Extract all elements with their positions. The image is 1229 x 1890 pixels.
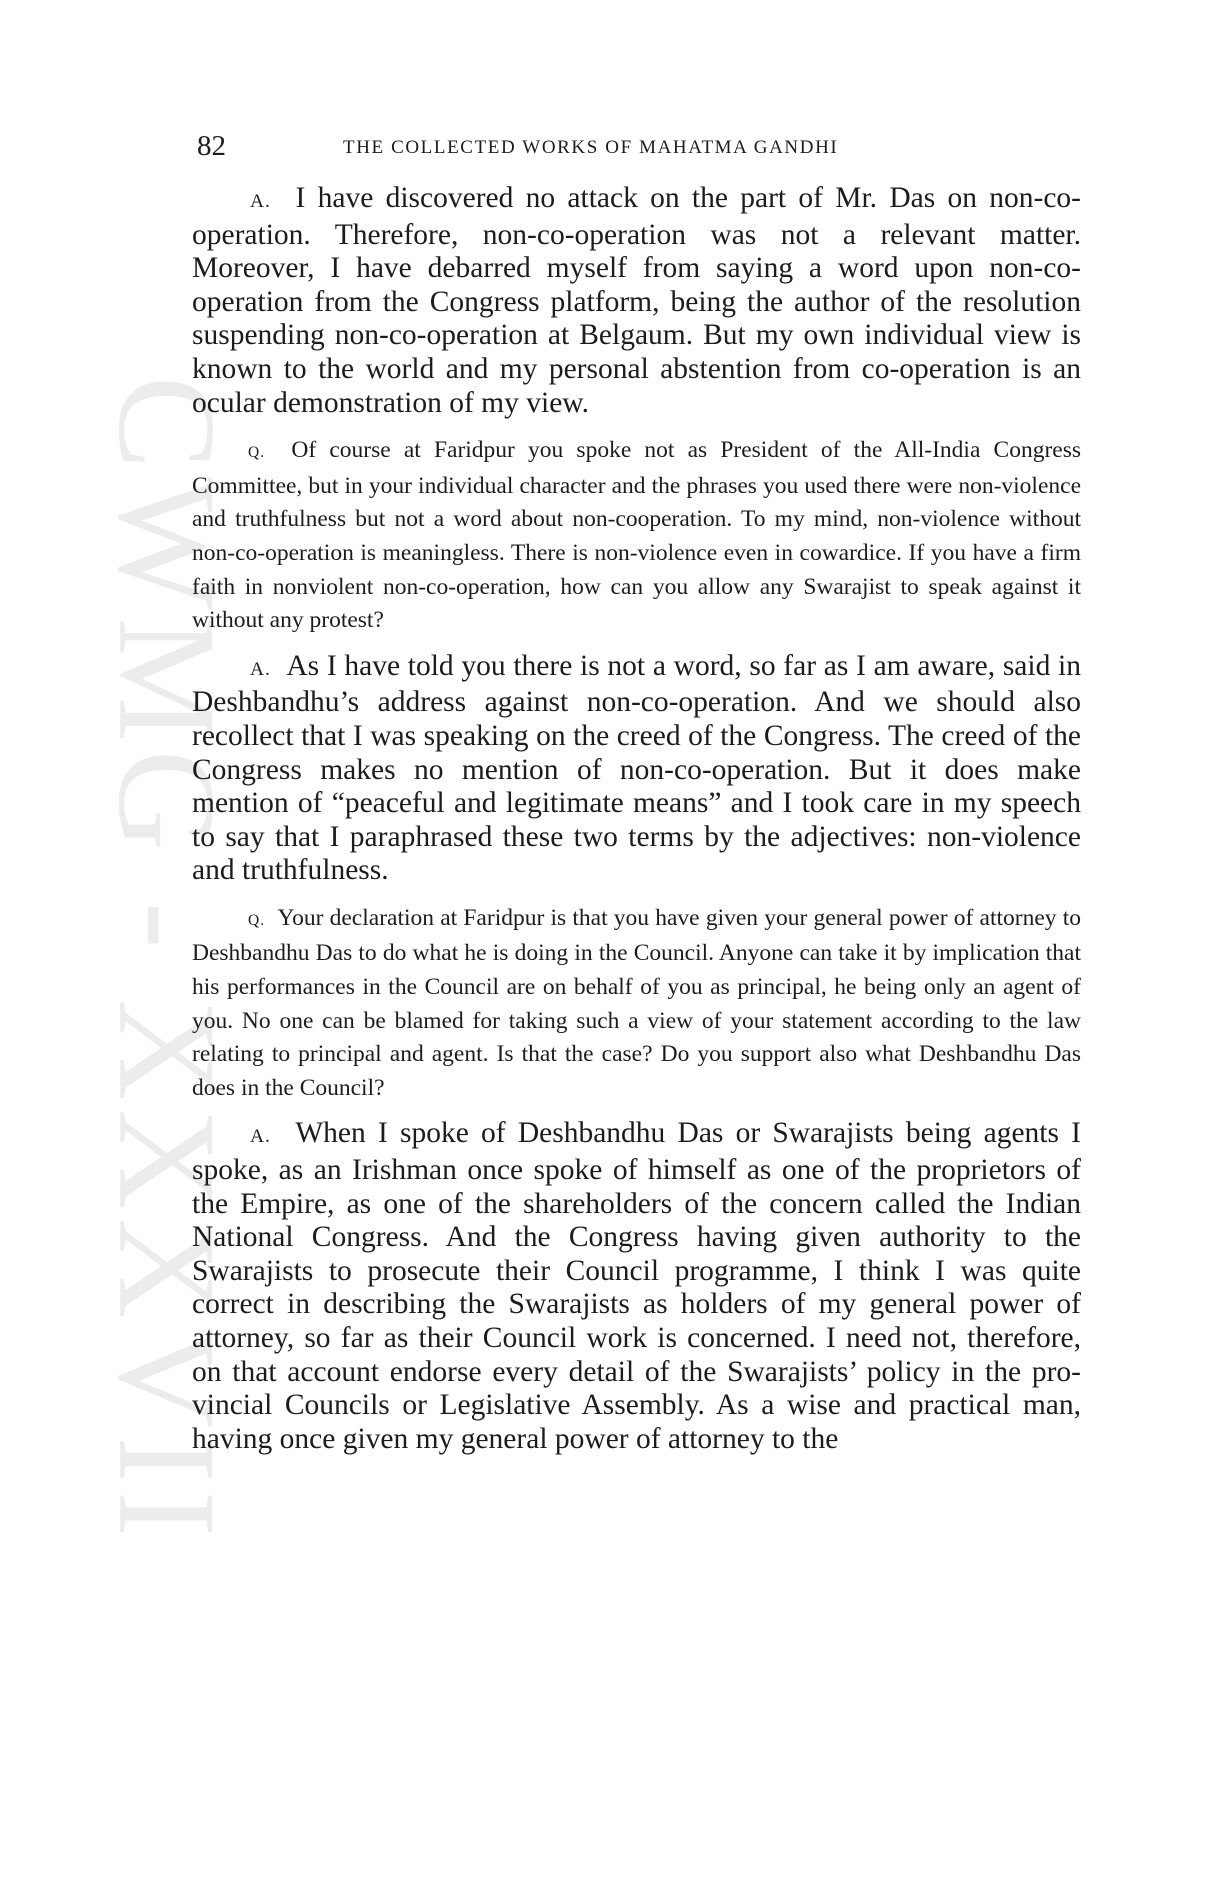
answer-text: I have discovered no attack on the part of Mr. Das on non-co-operation. Therefore, non-co-operation was not a relevant matter. Moreover, I have debarred myself from saying a word upon non-co-operation from the Congress platform, being the author of the resolution suspending non-co-operation at Belgaum. But my own individual view is known to the world and my personal abstention from co-operation is an ocular demonstration of my view. <box>192 182 1081 419</box>
page-body <box>192 182 1081 1456</box>
question-label: Q. <box>248 911 266 929</box>
answer-text: As I have told you there is not a word, so far as I am aware, said in Deshbandhu’s address against non-co-operation. And we should also recollect that I was speaking on the creed of the Congress. The creed of the Congress makes no mention of non-co-operation. But it does make mention of “peaceful and legitimate means” and I took care in my speech to say that I paraphrased these two terms by the adjectives: non-violence and truthfulness. <box>192 649 1081 887</box>
question-text: Your declaration at Faridpur is that you have given your general power of attorney to Deshbandhu Das to do what he is doing in the Council. Anyone can take it by implication that his performances in the Council are on behalf of you as principal, he being only an agent of you. No one can be blamed for taking such a view of your statement according to the law relating to principal and agent. Is that the case? Do you support also what Deshbandhu Das does in the Council? <box>192 904 1082 1101</box>
answer-label: A. <box>250 191 271 212</box>
answer-text: When I spoke of Deshbandhu Das or Swarajists being agents I spoke, as an Irishman once spoke of himself as one of the proprietors of the Empire, as one of the shareholders of the concern called the Indian National Congress. And the Congress having given authority to the Swarajists to prosecute their Council programme, I think I was quite correct in describing the Swarajists as holders of my general power of attorney, so far as their Council work is concerned. I need not, therefore, on that account endorse every detail of the Swarajists’ policy in the provincial Councils or Legislative Assembly. As a wise and practical man, having once given my general power of attorney to the <box>192 1117 1082 1455</box>
page-number: 82 <box>197 130 226 162</box>
watermark-text: CWMG - XXXVII <box>89 375 245 1545</box>
answer-paragraph <box>192 182 1081 420</box>
answer-paragraph <box>192 1117 1081 1456</box>
question-label: Q. <box>248 444 266 462</box>
question-text: Of course at Faridpur you spoke not as President of the All-India Congress Committee, but in your individual character and the phrases you used there were non-violence and truthfulness but not a word about non-cooperation. To my mind, non-violence without non-co-operation is meaningless. There is non-violence even in cowardice. If you have a firm faith in nonviolent non-co-operation, how can you allow any Swarajist to speak against it without any protest? <box>192 437 1081 634</box>
question-paragraph <box>192 434 1081 638</box>
question-paragraph <box>192 902 1081 1106</box>
running-head: THE COLLECTED WORKS OF MAHATMA GANDHI <box>343 137 839 158</box>
answer-paragraph <box>192 650 1081 888</box>
answer-label: A. <box>250 1126 271 1148</box>
answer-label: A. <box>250 658 271 680</box>
page-header <box>197 126 1081 166</box>
